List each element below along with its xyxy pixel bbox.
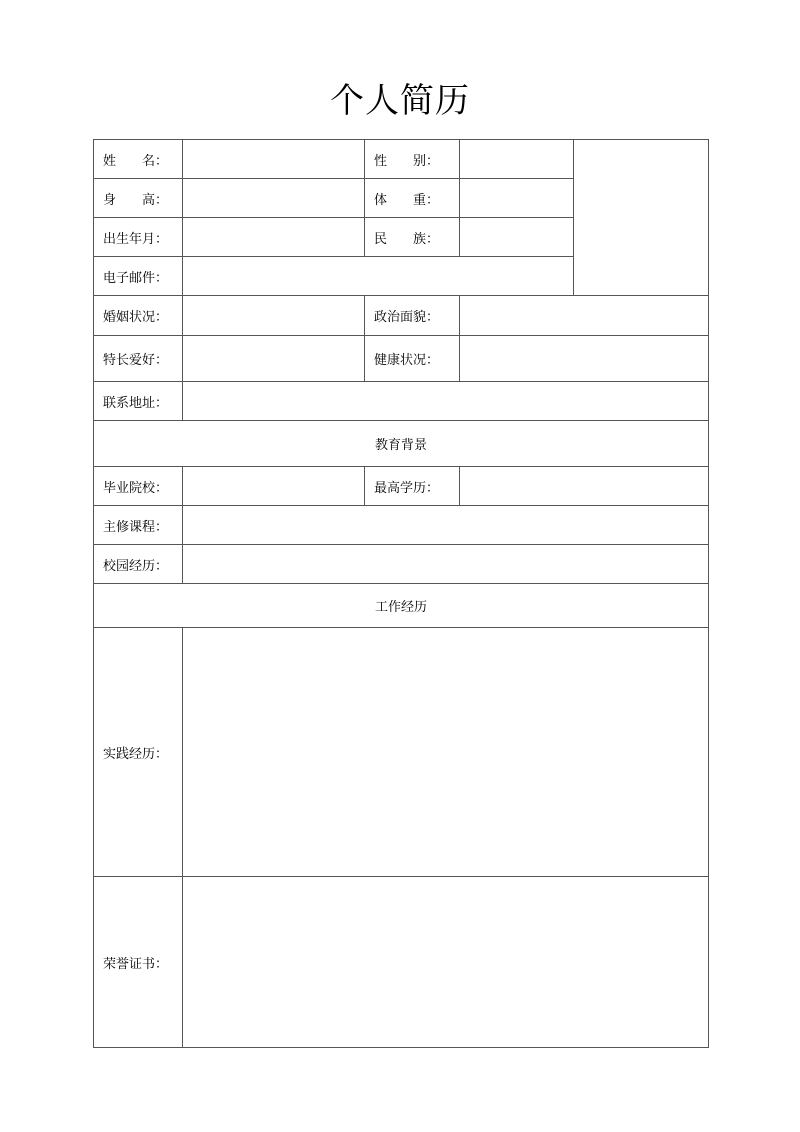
honors-field[interactable] [183,877,709,1048]
gender-field[interactable] [460,140,574,179]
table-row [94,584,709,628]
email-field[interactable] [183,257,574,296]
birth-date-field[interactable] [183,218,365,257]
email-label: 电子邮件： [94,257,183,296]
ethnicity-field[interactable] [460,218,574,257]
table-row [94,140,709,179]
campus-experience-label: 校园经历： [94,545,183,584]
ethnicity-label: 民 族： [365,218,460,257]
name-field[interactable] [183,140,365,179]
hobbies-field[interactable] [183,336,365,382]
table-row [94,336,709,382]
address-field[interactable] [183,382,709,421]
political-status-label: 政治面貌： [365,296,460,336]
practice-experience-label: 实践经历： [94,628,183,877]
marital-status-field[interactable] [183,296,365,336]
highest-degree-label: 最高学历： [365,467,460,506]
table-row [94,628,709,877]
gender-label: 性 别： [365,140,460,179]
table-row [94,421,709,467]
table-row [94,296,709,336]
courses-label: 主修课程： [94,506,183,545]
resume-form-table [93,139,709,1048]
hobbies-label: 特长爱好： [94,336,183,382]
height-field[interactable] [183,179,365,218]
table-row [94,877,709,1048]
page-title: 个人简历 [330,81,470,121]
table-row [94,382,709,421]
photo-box[interactable] [574,140,709,296]
weight-label: 体 重： [365,179,460,218]
table-row [94,545,709,584]
education-section-heading: 教育背景 [94,421,709,467]
weight-field[interactable] [460,179,574,218]
school-field[interactable] [183,467,365,506]
political-status-field[interactable] [460,296,709,336]
address-label: 联系地址： [94,382,183,421]
name-label: 姓 名： [94,140,183,179]
birth-date-label: 出生年月： [94,218,183,257]
campus-experience-field[interactable] [183,545,709,584]
highest-degree-field[interactable] [460,467,709,506]
work-section-heading: 工作经历 [94,584,709,628]
table-row [94,467,709,506]
health-field[interactable] [460,336,709,382]
table-row [94,506,709,545]
marital-status-label: 婚姻状况： [94,296,183,336]
honors-label: 荣誉证书： [94,877,183,1048]
school-label: 毕业院校： [94,467,183,506]
courses-field[interactable] [183,506,709,545]
health-label: 健康状况： [365,336,460,382]
height-label: 身 高： [94,179,183,218]
practice-experience-field[interactable] [183,628,709,877]
